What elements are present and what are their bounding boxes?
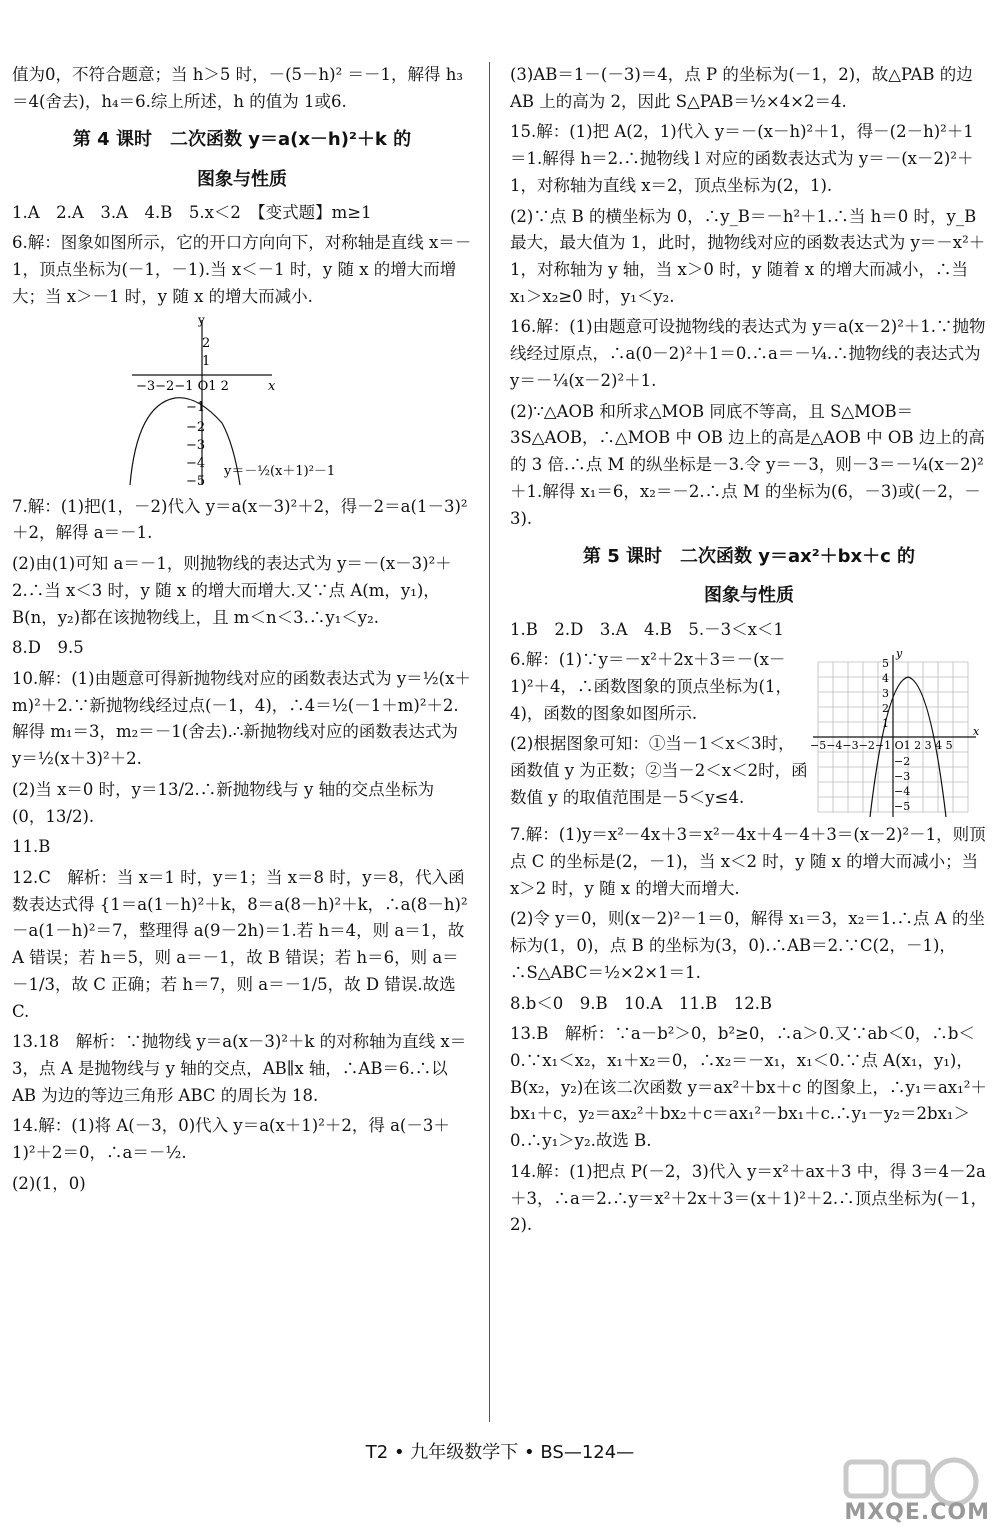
- svg-text:4: 4: [882, 672, 889, 686]
- parabola-graph-figure: [12, 312, 336, 490]
- answer-continuation-right: (3)AB＝1－(－3)＝4，点 P 的坐标为(－1，2)，故△PAB 的边 AB 上的高为 2，因此 S△PAB＝½×4×2＝4.: [510, 65, 973, 111]
- svg-text:3: 3: [882, 687, 889, 701]
- svg-text:−3: −3: [186, 437, 206, 453]
- answers-b1-5: 1.B 2.D 3.A 4.B 5.－3＜x＜1: [510, 619, 784, 639]
- svg-text:−3−2−1 O1 2: −3−2−1 O1 2: [136, 378, 229, 394]
- svg-text:−4: −4: [894, 785, 911, 799]
- page-footer: T2 • 九年级数学下 • BS—124—: [365, 1442, 635, 1463]
- watermark-text: MXQE.COM: [844, 1500, 990, 1525]
- section-subtitle-4: 图象与性质: [197, 168, 287, 190]
- answer-16-part1: 16.解：(1)由题意可设抛物线的表达式为 y＝a(x－2)²＋1.∵抛物线经过原点，∴a(0－2)²＋1＝0.∴a＝－¼.∴抛物线的表达式为 y＝－¼(x－2)²＋1.: [510, 317, 986, 390]
- answer-14-part1: 14.解：(1)将 A(－3，0)代入 y＝a(x＋1)²＋2，得 a(－3＋1)²＋2＝0，∴a＝－½.: [12, 1116, 450, 1163]
- answer-16-part2: (2)∵△AOB 和所求△MOB 同底不等高，且 S△MOB＝3S△AOB，∴△MOB 中 OB 边上的高是△AOB 中 OB 边上的高的 3 倍.∴点 M 的纵坐标是－3.令 y＝－3，则－3＝－¼(x－2)²＋1.解得 x₁＝6，x₂＝－2.∴点 M 的坐标为(6，－3)或(－2，－3).: [510, 401, 985, 528]
- section-subtitle-5: 图象与性质: [704, 585, 794, 607]
- svg-text:−3: −3: [894, 770, 911, 784]
- answer-b14: 14.解：(1)把点 P(－2，3)代入 y＝x²＋ax＋3 中，得 3＝4－2a＋3，∴a＝2.∴y＝x²＋2x＋3＝(x＋1)²＋2.∴顶点坐标为(－1，2).: [510, 1161, 988, 1235]
- answers-8-9: 8.D 9.5: [12, 638, 84, 658]
- section-title-4: 第 4 课时 二次函数 y＝a(x－h)²＋k 的: [72, 129, 412, 151]
- answer-b7-part1: 7.解：(1)y＝x²－4x＋3＝x²－4x＋4－4＋3＝(x－2)²－1，则顶点 C 的坐标是(2，－1)，当 x＜2 时，y 随 x 的增大而减小；当 x＞2 时，y 随 x 的增大而增大.: [510, 825, 986, 898]
- svg-text:1: 1: [202, 353, 211, 369]
- answer-10-part1: 10.解：(1)由题意可得新抛物线对应的函数表达式为 y＝½(x＋m)²＋2.∵新抛物线经过点(－1，4)，∴4＝½(－1＋m)²＋2.解得 m₁＝3，m₂＝－1(舍去).∴新抛物线对应的函数表达式为 y＝½(x＋3)²＋2.: [12, 668, 471, 769]
- svg-text:2: 2: [202, 335, 211, 351]
- answer-b13: 13.B 解析：∵a－b²＞0，b²≥0，∴a＞0.又∵ab＜0，∴b＜0.∵x₁＜x₂，x₁＋x₂＝0，∴x₂＝－x₁，x₁＜0.∵点 A(x₁，y₁)，B(x₂，y₂)在该二次函数 y＝ax²＋bx＋c 的图象上，∴y₁＝ax₁²＋bx₁＋c，y₂＝ax₂²＋bx₂＋c＝ax₁²－bx₁＋c.∴y₁－y₂＝2bx₁＞0.∴y₁＞y₂.故选 B.: [510, 1024, 987, 1151]
- answer-b6-part1: 6.解：(1)∵y＝－x²＋2x＋3＝－(x－1)²＋4，∴函数图象的顶点坐标为(1，4)，函数的图象如图所示.: [510, 650, 792, 723]
- answers-b8-12: 8.b＜0 9.B 10.A 11.B 12.B: [510, 993, 773, 1013]
- svg-text:x: x: [973, 725, 980, 739]
- answer-6-with-graph: [510, 647, 988, 822]
- svg-text:y: y: [896, 647, 903, 661]
- svg-text:1: 1: [882, 717, 889, 731]
- svg-text:−5−4−3−2−1 O1 2 3 4 5: −5−4−3−2−1 O1 2 3 4 5: [810, 739, 953, 753]
- svg-text:−5: −5: [894, 800, 911, 814]
- answer-b7-part2: (2)令 y＝0，则(x－2)²－1＝0，解得 x₁＝3，x₂＝1.∴点 A 的坐标为(1，0)，点 B 的坐标为(3，0).∴AB＝2.∵C(2，－1)，∴S△ABC＝½×2×1＝1.: [510, 909, 985, 982]
- answer-11: 11.B: [12, 837, 51, 857]
- answer-15-part2: (2)∵点 B 的横坐标为 0，∴y_B＝－h²＋1.∴当 h＝0 时，y_B 最大，最大值为 1，此时，抛物线对应的函数表达式为 y＝－x²＋1，对称轴为 y 轴，当 x＞0 时，y 随着 x 的增大而减小，∴当 x₁＞x₂≥0 时，y₁＜y₂.: [510, 206, 986, 306]
- svg-text:y: y: [198, 312, 205, 327]
- answer-7-part2: (2)由(1)可知 a＝－1，则抛物线的表达式为 y＝－(x－3)²＋2.∴当 x＜3 时，y 随 x 的增大而增大.又∵点 A(m，y₁)，B(n，y₂)都在该抛物线上，且 m＜n＜3.∴y₁＜y₂.: [12, 554, 452, 627]
- answers-1-5: 1.A 2.A 3.A 4.B 5.x＜2 【变式题】m≥1: [12, 202, 372, 222]
- column-divider: [489, 62, 490, 1422]
- answer-15-part1: 15.解：(1)把 A(2，1)代入 y＝－(x－h)²＋1，得－(2－h)²＋1＝1.解得 h＝2.∴抛物线 l 对应的函数表达式为 y＝－(x－2)²＋1，对称轴为直线 x＝2，顶点坐标为(2，1).: [510, 122, 974, 195]
- answer-13: 13.18 解析：∵抛物线 y＝a(x－3)²＋k 的对称轴为直线 x＝3，点 A 是抛物线与 y 轴的交点，AB∥x 轴，∴AB＝6.∴以 AB 为边的等边三角形 ABC 的周长为 18.: [12, 1032, 467, 1105]
- answer-continuation: 值为0，不符合题意；当 h＞5 时，－(5－h)² ＝－1，解得 h₃＝4(舍去)，h₄＝6.综上所述，h 的值为 1或6.: [12, 65, 463, 111]
- left-column: [12, 62, 472, 1202]
- svg-text:5: 5: [882, 657, 889, 671]
- answer-10-part2: (2)当 x＝0 时，y＝13/2.∴新抛物线与 y 轴的交点坐标为 (0，13/2).: [12, 779, 435, 826]
- svg-text:x: x: [268, 378, 276, 394]
- grid-parabola-figure: [808, 647, 988, 822]
- graph-function-label: y＝－½(x＋1)²－1: [224, 463, 336, 479]
- answer-7-part1: 7.解：(1)把(1，－2)代入 y＝a(x－3)²＋2，得－2＝a(1－3)²＋2，解得 a＝－1.: [12, 496, 468, 543]
- svg-text:−2: −2: [186, 419, 206, 435]
- answer-b6-part2: (2)根据图象可知：①当－1＜x＜3时，函数值 y 为正数；②当－2＜x＜2时，函数值 y 的取值范围是－5＜y≤4.: [510, 734, 808, 807]
- svg-text:2: 2: [882, 702, 889, 716]
- answer-6: 6.解：图象如图所示，它的开口方向向下，对称轴是直线 x＝－1，顶点坐标为(－1，－1).当 x＜－1 时，y 随 x 的增大而增大；当 x＞－1 时，y 随 x 的增大而减小.: [12, 233, 472, 306]
- svg-text:−1: −1: [186, 399, 206, 415]
- right-column: [510, 62, 988, 1243]
- svg-text:−2: −2: [894, 755, 911, 769]
- svg-text:−5: −5: [186, 473, 206, 489]
- answer-12: 12.C 解析：当 x＝1 时，y＝1；当 x＝8 时，y＝8，代入函数表达式得 {1＝a(1－h)²＋k，8＝a(8－h)²＋k，∴a(8－h)²－a(1－h)²＝7，整理得 a(9－2h)＝1.若 h＝4，则 a＝1，故 A 错误；若 h＝5，则 a＝－1，故 B 错误；若 h＝6，则 a＝－1/3，故 C 正确；若 h＝7，则 a＝－1/5，故 D 错误.故选 C.: [12, 867, 468, 1021]
- answer-14-part2: (2)(1，0): [12, 1173, 86, 1193]
- section-title-5: 第 5 课时 二次函数 y＝ax²＋bx＋c 的: [582, 546, 916, 568]
- svg-text:−4: −4: [186, 455, 206, 471]
